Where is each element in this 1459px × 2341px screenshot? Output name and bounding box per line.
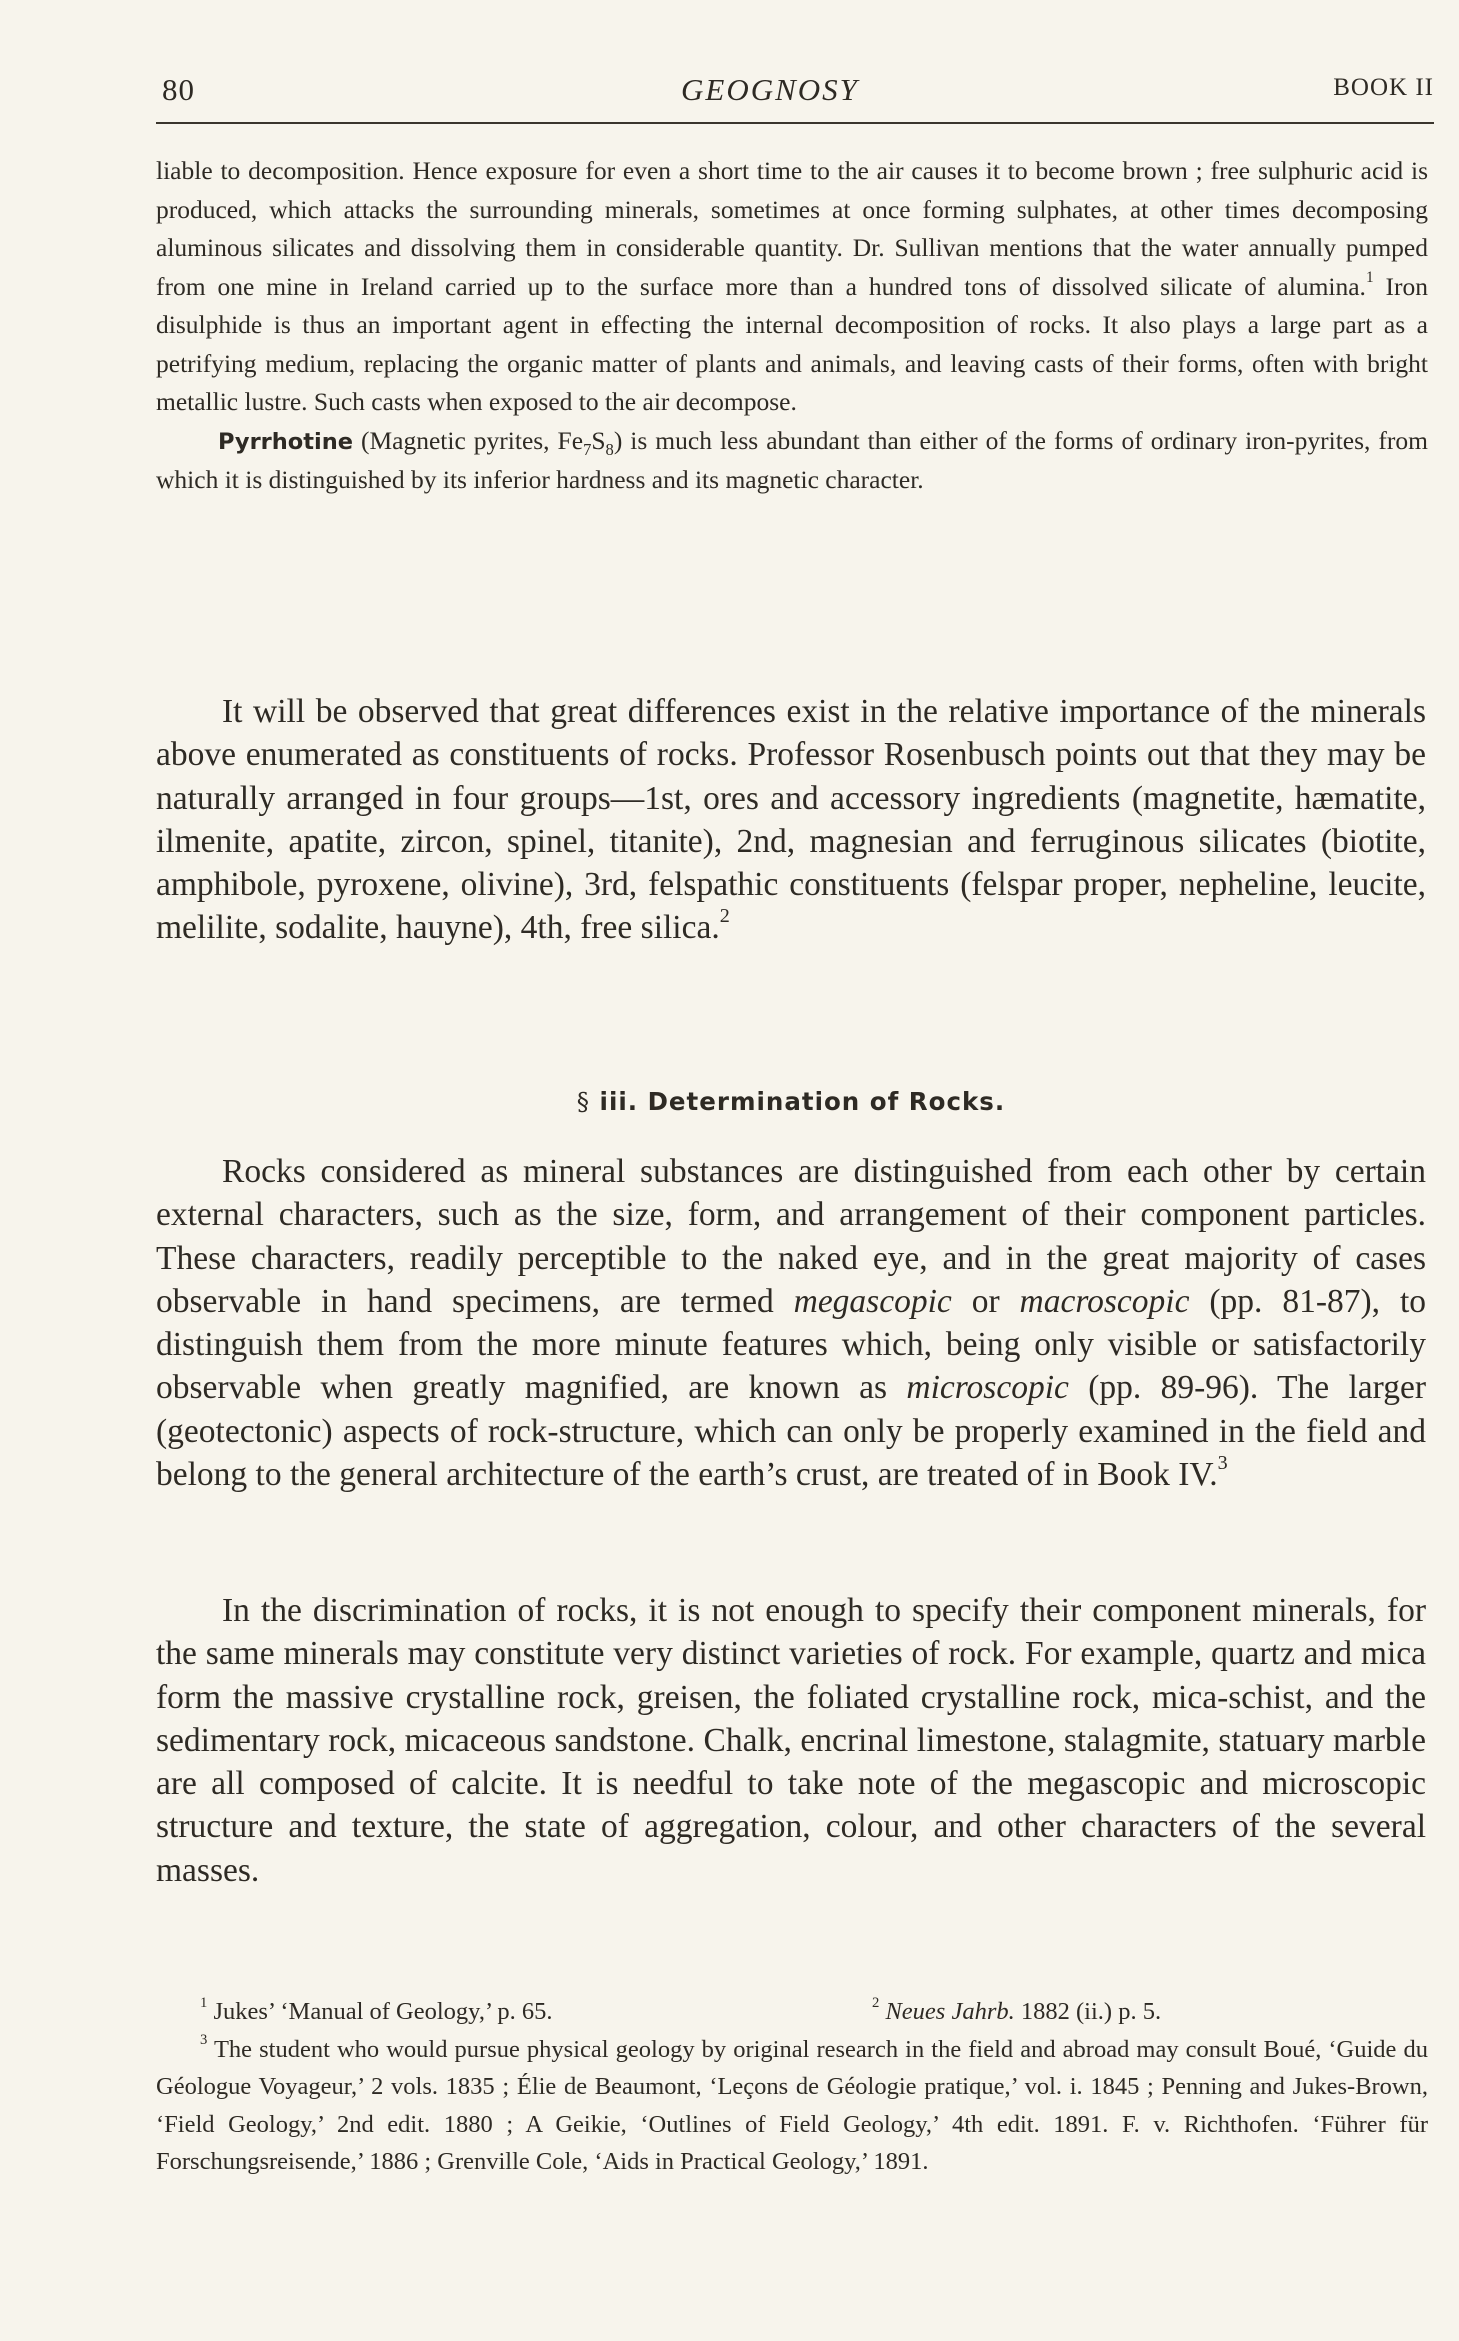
- footnote-2: [872, 1993, 1161, 2031]
- footnote-1-text: Jukes’ ‘Manual of Geology,’ p. 65.: [207, 1998, 553, 2025]
- discrimination-paragraph: In the discrimination of rocks, it is not enough to specify their component minerals, for the same minerals may constitute very distinct varieties of rock. For example, quartz and mica form the massive crystalline rock, greisen, the foliated crystalline rock, mica-schist, and the sedimentary rock, micaceous sandstone. Chalk, encrinal limestone, stalagmite, statuary marble are all composed of calcite. It is needful to take note of the megascopic and microscopic structure and texture, the state of aggregation, colour, and other characters of the several masses.: [156, 1592, 1426, 1889]
- footnote-2-title: Neues Jahrb.: [879, 1998, 1015, 2025]
- term-macroscopic: macroscopic: [1019, 1282, 1190, 1320]
- footnote-2-mark: 2: [872, 1994, 880, 2011]
- rocks-text-4: (pp. 89-96). The larger (geotectonic) aspects of rock-structure, which can only be properly examined in the field and belong to the general architecture of the earth’s crust, are treated of in Book IV.: [156, 1369, 1427, 1494]
- running-title: GEOGNOSY: [681, 72, 859, 107]
- footnote-row: [156, 1993, 1428, 2031]
- footnote-2-text: 1882 (ii.) p. 5.: [1014, 1998, 1162, 2025]
- term-microscopic: microscopic: [906, 1369, 1069, 1407]
- small-print-block: [156, 152, 1428, 500]
- footnote-3-mark: 3: [200, 2032, 208, 2049]
- footnote-1-mark: 1: [200, 1994, 208, 2011]
- formula-subscript-8: 8: [605, 439, 614, 459]
- mineral-groups-text: It will be observed that great differences exist in the relative importance of the minerals above enumerated as constituents of rocks. Professor Rosenbusch points out that they may be naturally arranged in four groups—1st, ores and accessory ingredients (magnetite, hæmatite, ilmenite, apatite, zircon, spinel, titanite), 2nd, magnesian and ferruginous silicates (biotite, amphibole, pyroxene, olivine), 3rd, felspathic constituents (felspar proper, nepheline, leucite, melilite, sodalite, hauyne), 4th, free silica.: [156, 693, 1426, 947]
- continuation-paragraph: [156, 152, 1428, 422]
- pyrrhotine-text-a: (Magnetic pyrites, Fe: [353, 425, 584, 455]
- footnote-1: [200, 1993, 553, 2031]
- formula-sulphur: S: [591, 425, 606, 455]
- rocks-text-3: (pp. 81-87), to distinguish them from the more minute features which, being only visible or satisfactorily observable when greatly magnified, are known as: [156, 1282, 1427, 1407]
- footnote-ref-3: 3: [1217, 1451, 1228, 1474]
- rocks-paragraph: [156, 1150, 1426, 1496]
- page-number: 80: [162, 72, 195, 107]
- footnote-3: [156, 2031, 1428, 2181]
- pyrrhotine-paragraph: [156, 422, 1428, 500]
- pyrrhotine-term: Pyrrhotine: [218, 428, 353, 455]
- rocks-text-1: Rocks considered as mineral substances are distinguished from each other by certain external characters, such as the size, form, and arrangement of their component particles. These characters, readily perceptible to the naked eye, and in the great majority of cases observable in hand specimens, are termed: [156, 1153, 1426, 1320]
- mineral-groups-paragraph: [156, 690, 1426, 950]
- continuation-text-a: liable to decomposition. Hence exposure for even a short time to the air causes it to become brown ; free sulphuric acid is produced, which attacks the surrounding minerals, sometimes at once forming sulphates, at other times decomposing aluminous silicates and dissolving them in considerable quantity. Dr. Sullivan mentions that the water annually pumped from one mine in Ireland carried up to the surface more than a hundred tons of dissolved silicate of alumina.: [156, 156, 1428, 301]
- rocks-text-2: or: [951, 1282, 1020, 1320]
- footnotes: [156, 1993, 1428, 2181]
- section-title: iii. Determination of Rocks.: [590, 1087, 1006, 1116]
- term-megascopic: megascopic: [793, 1282, 952, 1320]
- book-label: BOOK II: [1333, 74, 1434, 101]
- section-symbol: §: [576, 1087, 591, 1116]
- footnote-ref-1: 1: [1365, 268, 1374, 286]
- continuation-text-b: Iron disulphide is thus an important agent in effecting the internal decomposition of rocks. It also plays a large part as a petrifying medium, replacing the organic matter of plants and animals, and leaving casts of their forms, often with bright metallic lustre. Such casts when exposed to the air decompose.: [156, 271, 1428, 416]
- section-heading: [156, 1087, 1426, 1116]
- pyrrhotine-text-b: ) is much less abundant than either of the forms of ordinary iron-pyrites, from which it is distinguished by its inferior hardness and its magnetic character.: [156, 425, 1428, 494]
- footnote-3-text: The student who would pursue physical geology by original research in the field and abroad may consult Boué, ‘Guide du Géologue Voyageur,’ 2 vols. 1835 ; Élie de Beaumont, ‘Leçons de Géologie pratique,’ vol. i. 1845 ; Penning and Jukes-Brown, ‘Field Geology,’ 2nd edit. 1880 ; A Geikie, ‘Outlines of Field Geology,’ 4th edit. 1891. F. v. Richthofen. ‘Führer für Forschungsreisende,’ 1886 ; Grenville Cole, ‘Aids in Practical Geology,’ 1891.: [156, 2035, 1428, 2175]
- running-header: [156, 68, 1434, 108]
- footnote-ref-2: 2: [719, 905, 730, 928]
- formula-subscript-7: 7: [583, 439, 592, 459]
- header-rule: [156, 122, 1434, 124]
